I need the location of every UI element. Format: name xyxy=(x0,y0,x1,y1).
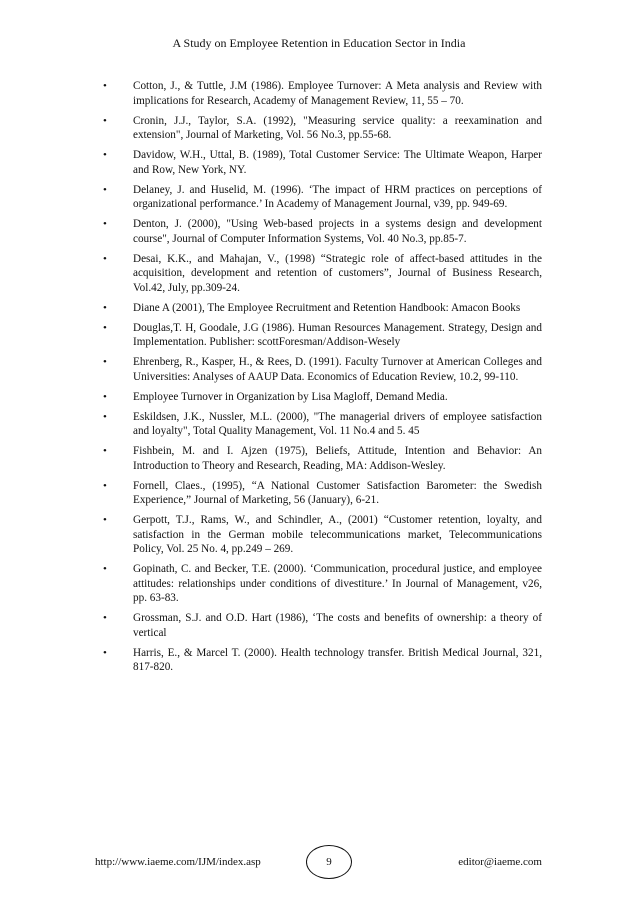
bullet-icon: • xyxy=(103,321,107,334)
reference-item xyxy=(95,301,542,316)
bullet-icon: • xyxy=(103,514,107,526)
bullet-icon: • xyxy=(103,410,107,423)
reference-text: Employee Turnover in Organization by Lisa Magloff, Demand Media. xyxy=(133,390,448,403)
bullet-icon: • xyxy=(103,183,107,196)
reference-text: Gerpott, T.J., Rams, W., and Schindler, A., (2001) “Customer retention, loyalty, and satisfaction in the German mobile telecommunications market, Telecommunications Policy, Vol. 25 No. 4, pp.249 – 269. xyxy=(133,514,542,555)
reference-item xyxy=(95,355,542,384)
reference-text: Desai, K.K., and Mahajan, V., (1998) “Strategic role of affect-based attitudes in the acquisition, development and retention of customers”, Journal of Business Research, Vol.42, July, pp.309-24. xyxy=(133,252,542,294)
reference-text: Harris, E., & Marcel T. (2000). Health technology transfer. British Medical Journal, 321, 817-820. xyxy=(133,646,542,673)
reference-item xyxy=(95,217,542,246)
bullet-icon: • xyxy=(103,301,107,314)
bullet-icon: • xyxy=(103,218,107,230)
reference-text: Fishbein, M. and I. Ajzen (1975), Beliefs, Attitude, Intention and Behavior: An Introduction to Theory and Research, Reading, MA: Addison-Wesley. xyxy=(133,445,542,472)
reference-text: Davidow, W.H., Uttal, B. (1989), Total Customer Service: The Ultimate Weapon, Harper and Row, New York, NY. xyxy=(133,149,542,176)
bullet-icon: • xyxy=(103,445,107,457)
running-header: A Study on Employee Retention in Education Sector in India xyxy=(172,36,466,50)
reference-item xyxy=(95,410,542,439)
footer-email[interactable]: editor@iaeme.com xyxy=(458,856,542,868)
reference-item xyxy=(95,114,542,143)
reference-text: Denton, J. (2000), "Using Web-based projects in a systems design and development course", Journal of Computer Information Systems, Vol. 40 No.3, pp.85-7. xyxy=(133,218,542,245)
reference-text: Cronin, J.J., Taylor, S.A. (1992), "Measuring service quality: a reexamination and extension", Journal of Marketing, Vol. 56 No.3, pp.55-68. xyxy=(133,114,542,141)
bullet-icon: • xyxy=(103,114,107,127)
footer-url[interactable]: http://www.iaeme.com/IJM/index.asp xyxy=(95,856,261,868)
reference-item xyxy=(95,183,542,212)
reference-item xyxy=(95,611,542,640)
reference-list xyxy=(95,79,542,680)
reference-text: Grossman, S.J. and O.D. Hart (1986), ‘The costs and benefits of ownership: a theory of vertical xyxy=(133,612,542,639)
reference-item xyxy=(95,646,542,675)
reference-item xyxy=(95,321,542,350)
bullet-icon: • xyxy=(103,252,107,265)
reference-item xyxy=(95,252,542,296)
bullet-icon: • xyxy=(103,563,107,575)
bullet-icon: • xyxy=(103,479,107,492)
reference-text: Fornell, Claes., (1995), “A National Customer Satisfaction Barometer: the Swedish Experience,” Journal of Marketing, 56 (January), 6-21. xyxy=(133,479,542,506)
reference-text: Delaney, J. and Huselid, M. (1996). ‘The impact of HRM practices on perceptions of organizational performance.’ In Academy of Management Journal, v39, pp. 949-69. xyxy=(133,183,542,210)
reference-item xyxy=(95,444,542,473)
reference-text: Cotton, J., & Tuttle, J.M (1986). Employee Turnover: A Meta analysis and Review with implications for Research, Academy of Management Review, 11, 55 – 70. xyxy=(133,80,542,107)
bullet-icon: • xyxy=(103,356,107,368)
reference-text: Diane A (2001), The Employee Recruitment and Retention Handbook: Amacon Books xyxy=(133,301,521,314)
reference-item xyxy=(95,148,542,177)
bullet-icon: • xyxy=(103,612,107,624)
page-number: 9 xyxy=(306,845,352,879)
reference-item xyxy=(95,562,542,606)
reference-text: Eskildsen, J.K., Nussler, M.L. (2000), "The managerial drivers of employee satisfaction and loyalty", Total Quality Management, Vol. 11 No.4 and 5. 45 xyxy=(133,410,542,437)
reference-item xyxy=(95,479,542,508)
reference-text: Gopinath, C. and Becker, T.E. (2000). ‘Communication, procedural justice, and employee attitudes: relationships under conditions of divestiture.’ In Journal of Management, v26, pp. 63-83. xyxy=(133,563,542,604)
reference-text: Douglas,T. H, Goodale, J.G (1986). Human Resources Management. Strategy, Design and Implementation. Publisher: scottForesman/Addison-Wesely xyxy=(133,321,542,348)
bullet-icon: • xyxy=(103,390,107,403)
reference-text: Ehrenberg, R., Kasper, H., & Rees, D. (1991). Faculty Turnover at American Colleges and Universities: Analyses of AAUP Data. Economics of Education Review, 10.2, 99-110. xyxy=(133,356,542,383)
bullet-icon: • xyxy=(103,646,107,659)
reference-item xyxy=(95,79,542,108)
reference-item xyxy=(95,513,542,557)
bullet-icon: • xyxy=(103,80,107,92)
page-footer xyxy=(95,845,542,879)
reference-item xyxy=(95,390,542,405)
bullet-icon: • xyxy=(103,149,107,161)
